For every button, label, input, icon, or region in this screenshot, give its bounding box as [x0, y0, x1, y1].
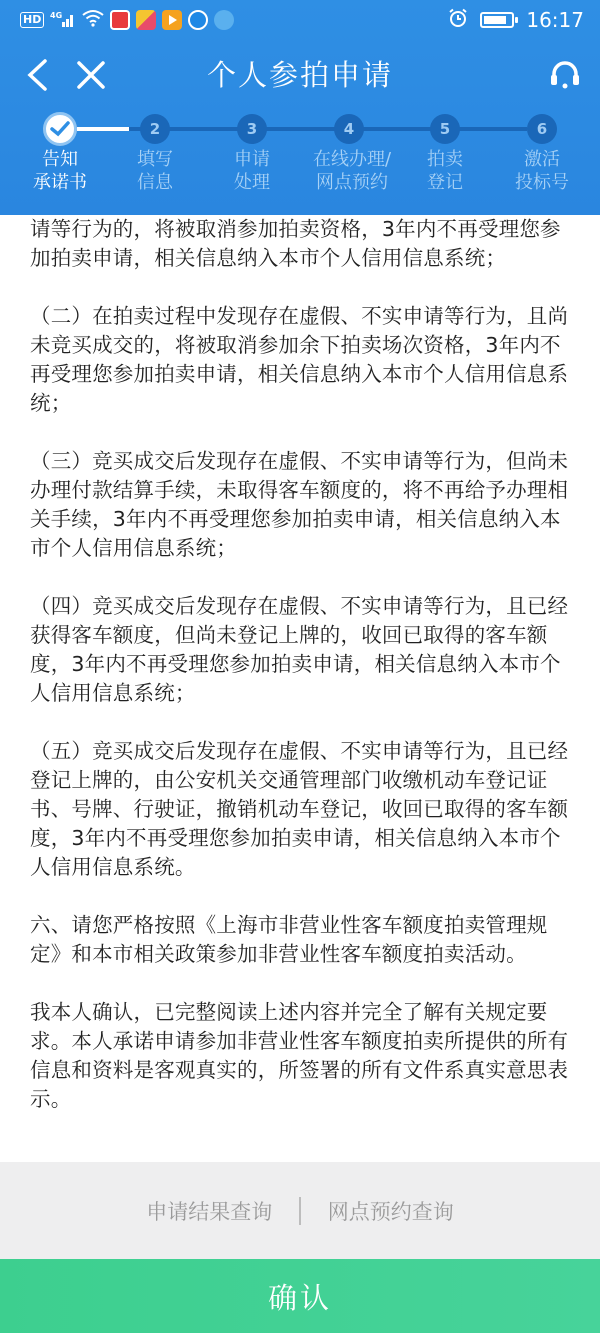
chevron-left-icon — [25, 58, 49, 92]
close-button[interactable] — [66, 45, 116, 105]
appointment-query-link[interactable]: 网点预约查询 — [327, 1199, 454, 1224]
app-icon-shield — [214, 10, 234, 30]
notice-paragraph: （五）竞买成交后发现存在虚假、不实申请等行为，且已经登记上牌的，由公安机关交通管理部门收缴机动车登记证书、号牌、行驶证，撤销机动车登记，收回已取得的客车额度，3年内不再受理您参加拍卖申请，相关信息纳入本市个人信用信息系统。 — [30, 739, 569, 879]
step-6-circle: 6 — [527, 114, 557, 144]
step-3-circle: 3 — [237, 114, 267, 144]
step-3-label: 申请 处理 — [234, 149, 270, 193]
step-5-circle: 5 — [430, 114, 460, 144]
wifi-icon — [82, 9, 104, 32]
check-icon — [50, 121, 70, 137]
notice-paragraph: （四）竞买成交后发现存在虚假、不实申请等行为，且已经获得客车额度，但尚未登记上牌的，收回已取得的客车额度，3年内不再受理您参加拍卖申请，相关信息纳入本市个人信用信息系统； — [30, 594, 569, 705]
page-title: 个人参拍申请 — [206, 58, 393, 92]
battery-icon — [480, 12, 514, 28]
notice-paragraph: （三）竞买成交后发现存在虚假、不实申请等行为，但尚未办理付款结算手续，未取得客车额度的，将不再给予办理相关手续，3年内不再受理您参加拍卖申请，相关信息纳入本市个人信用信息系统； — [30, 449, 569, 560]
notice-paragraph: （二）在拍卖过程中发现存在虚假、不实申请等行为，且尚未竞买成交的，将被取消参加余下拍卖场次资格，3年内不再受理您参加拍卖申请，相关信息纳入本市个人信用信息系统； — [30, 304, 569, 415]
customer-service-button[interactable] — [540, 45, 590, 105]
header — [0, 0, 600, 215]
notice-paragraph: 请等行为的，将被取消参加拍卖资格，3年内不再受理您参加拍卖申请，相关信息纳入本市个人信用信息系统； — [30, 217, 561, 270]
step-connector — [129, 127, 527, 131]
step-connector — [77, 127, 129, 131]
notice-content[interactable] — [30, 215, 578, 1160]
query-links-bar — [0, 1162, 600, 1259]
confirm-button[interactable]: 确认 — [0, 1259, 600, 1333]
step-6-label: 激活 投标号 — [515, 149, 569, 193]
svg-text:4G: 4G — [50, 10, 63, 20]
step-1-circle — [43, 112, 77, 146]
notice-paragraph: 我本人确认，已完整阅读上述内容并完全了解有关规定要求。本人承诺申请参加非营业性客车额度拍卖所提供的所有信息和资料是客观真实的，所签署的所有文件系真实意思表示。 — [30, 1000, 569, 1111]
application-result-query-link[interactable]: 申请结果查询 — [146, 1199, 273, 1224]
headset-icon — [548, 58, 582, 92]
step-4-circle: 4 — [334, 114, 364, 144]
hd-icon: HD — [20, 12, 44, 28]
status-bar — [0, 0, 600, 40]
4g-signal-icon — [50, 10, 76, 31]
app-icon-blue — [188, 10, 208, 30]
step-2-circle: 2 — [140, 114, 170, 144]
notice-paragraph: 六、请您严格按照《上海市非营业性客车额度拍卖管理规定》和本市相关政策参加非营业性客车额度拍卖活动。 — [30, 913, 548, 966]
step-progress — [0, 110, 600, 210]
navbar — [0, 45, 600, 105]
step-2-label: 填写 信息 — [137, 149, 173, 193]
step-5-label: 拍卖 登记 — [427, 149, 463, 193]
app-icon-red — [110, 10, 130, 30]
step-1-label: 告知 承诺书 — [33, 149, 87, 193]
app-icon-orange — [162, 10, 182, 30]
alarm-icon — [448, 8, 468, 33]
back-button[interactable] — [12, 45, 62, 105]
step-4-label: 在线办理/ 网点预约 — [312, 149, 392, 193]
status-time: 16:17 — [526, 8, 584, 32]
close-icon — [76, 60, 106, 90]
app-icon-multi — [136, 10, 156, 30]
